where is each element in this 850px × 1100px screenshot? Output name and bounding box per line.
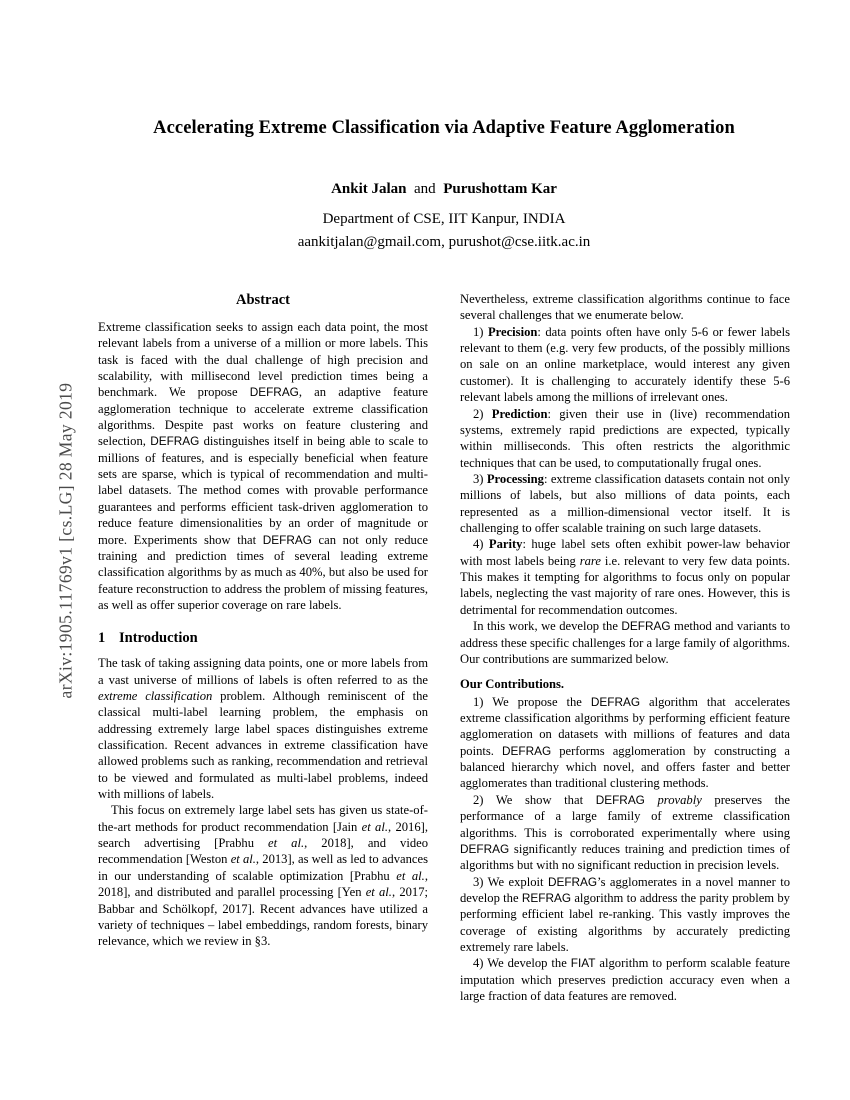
challenge-2-number: 2): [473, 406, 492, 421]
c3-number: 3) We exploit: [473, 874, 548, 889]
section-heading-introduction: [98, 629, 428, 648]
defrag-mention-8: DEFRAG: [460, 841, 510, 856]
challenge-3-text: : extreme classification datasets contain not only millions of labels, but also millions of data points, each represented as a million-dimensional vector itself. It is challenging to offer scalable training on such large datasets.: [460, 471, 790, 536]
contributions-heading: Our Contributions.: [460, 677, 565, 692]
c2-number: 2) We show that: [473, 792, 596, 807]
two-column-body: [98, 291, 790, 1004]
abstract-text-3: distinguishes itself in being able to scale to millions of features, and is especially beneficial when feature sets are sparse, which is typical of recommendation and multi-label datasets. The method comes with provable performance guarantees and performs efficient task-driven agglomeration to reduce feature dimensionalities by an order of magnitude or more. Experiments show that: [98, 434, 428, 547]
right-column: [460, 291, 790, 1004]
section-title: Introduction: [119, 630, 198, 647]
challenge-1-label: Precision: [487, 324, 538, 339]
citation-italic-3: et al.: [230, 852, 256, 867]
contribution-item-1: [460, 694, 790, 792]
challenge-4-label: Parity: [488, 537, 523, 552]
intro-p1-b: problem. Although reminiscent of the classical multi-label learning problem, the emphasis on addressing extremely large label spaces distinguishes extreme classification. Recent advances in extreme classification have allowed problems such as ranking, recommendation and retrieval to be viewed and formulated as multi-label problems, indeed with millions of labels.: [98, 688, 428, 802]
c1-text-a: algorithm that accelerates extreme classification algorithms by performing efficient feature agglomeration on datasets with millions of features and data points.: [460, 694, 790, 758]
affiliation: Department of CSE, IIT Kanpur, INDIA: [322, 211, 566, 227]
challenge-2-label: Prediction: [491, 406, 548, 421]
citation-italic-1: et al.: [361, 819, 388, 834]
author-conjunction: and: [414, 181, 436, 197]
defrag-mention-7: DEFRAG: [595, 792, 645, 807]
intro-p2-b: , 2016], search advertising [Prabhu: [98, 819, 428, 851]
challenge-item-precision: [460, 324, 790, 406]
challenge-1-number: 1): [473, 324, 488, 339]
defrag-mention-9: DEFRAG: [547, 874, 598, 889]
abstract-text-1: Extreme classification seeks to assign each data point, the most relevant labels from a universe of a million or more labels. This task is faced with the dual challenge of high precision and scalability, with millisecond level prediction times being a benchmark. We propose: [98, 319, 428, 400]
c2-text-a: preserves the performance of a large family of extreme classification algorithms. This is corroborated experimentally where using: [460, 792, 790, 840]
author-list: [98, 181, 790, 198]
right-paragraph-1: Nevertheless, extreme classification algorithms continue to face several challenges that we enumerate below.: [460, 292, 790, 323]
abstract-heading: Abstract: [236, 292, 290, 308]
intro-p1-a: The task of taking assigning data points, one or more labels from a vast universe of millions of labels is often referred to as the: [98, 656, 428, 687]
challenge-1-text: : data points often have only 5-6 or fewer labels relevant to them (e.g. very few products, of the possibly millions on sale on an online marketplace, would interest any given customer). It is challenging to accurately identify these 5-6 relevant labels among the millions of irrelevant ones.: [460, 324, 790, 405]
abstract-text-4: can not only reduce training and prediction times of several leading extreme classification algorithms by as much as 40%, but also be used for feature reconstruction to address the problem of missing features, as well as offer superior coverage on rare labels.: [98, 532, 428, 612]
defrag-mention-2: DEFRAG: [150, 434, 200, 449]
fiat-mention: FIAT: [570, 956, 596, 971]
citation-italic-4: et al.: [396, 868, 425, 883]
c1-text-b: performs agglomeration by constructing a balanced hierarchy which novel, and offers faster and better agglomerates than traditional clustering methods.: [460, 743, 790, 791]
c4-text-a: algorithm to perform scalable feature imputation which preserves prediction accuracy even when a large fraction of data features are removed.: [460, 956, 791, 1004]
c1-number: 1) We propose the: [473, 694, 591, 709]
section-number: 1: [98, 630, 106, 647]
intro-p2-c: , 2018], and video recommendation [Weston: [98, 836, 429, 867]
challenge-4-text-a: : huge label sets often exhibit power-law behavior with most labels being: [460, 537, 790, 568]
c2-text-b: significantly reduces training and prediction times of algorithms but with no significant reduction in precision levels.: [460, 841, 790, 873]
challenge-3-number: 3): [473, 471, 487, 486]
contribution-item-2: [460, 792, 790, 874]
refrag-mention: REFRAG: [521, 890, 572, 905]
intro-paragraph-1: [98, 655, 428, 802]
author-name-1: Ankit Jalan: [331, 181, 407, 197]
c3-text-a: ’s agglomerates in a novel manner to develop the: [460, 874, 791, 905]
defrag-mention-6: DEFRAG: [501, 743, 552, 758]
intro-p2-d: , 2013], as well as led to advances in our understanding of scalable optimization [Prabhu: [98, 852, 428, 883]
challenge-4-text-b: i.e. relevant to very few data points. This makes it tempting for algorithms to focus only on popular labels, neglecting the vast majority of rare ones. However, this is detrimental for recommendation outcomes.: [460, 553, 790, 617]
challenge-item-processing: [460, 471, 790, 536]
intro-p2-f: , 2017; Babbar and Schölkopf, 2017]. Recent advances have utilized a variety of techniques – label embeddings, random forests, binary relevance, which we review in §3.: [98, 885, 429, 949]
contribution-item-4: [460, 955, 790, 1004]
arxiv-stamp: arXiv:1905.11769v1 [cs.LG] 28 May 2019: [55, 382, 76, 699]
defrag-mention-1: DEFRAG: [249, 385, 299, 400]
challenge-4-italic: rare: [579, 553, 601, 568]
work-text-b: method and variants to address these specific challenges for a large family of algorithms. Our contributions are summarized below.: [460, 619, 791, 666]
intro-p2-a: This focus on extremely large label sets has given us state-of-the-art methods for product recommendation [Jain: [98, 803, 428, 834]
paper-content: [98, 0, 790, 1004]
challenge-item-parity: [460, 536, 790, 618]
page-title: Accelerating Extreme Classification via Adaptive Feature Agglomeration: [153, 118, 735, 138]
challenge-item-prediction: [460, 406, 790, 471]
defrag-mention-5: DEFRAG: [590, 694, 641, 709]
defrag-mention-3: DEFRAG: [262, 532, 312, 547]
work-overview-paragraph: [460, 618, 790, 667]
c3-text-b: algorithm to address the parity problem by performing efficient label re-ranking. This vastly improves the coverage of existing algorithms by accurately predicting extremely rare labels.: [460, 890, 790, 955]
author-emails: aankitjalan@gmail.com, purushot@cse.iitk.ac.in: [297, 234, 591, 250]
intro-paragraph-2: [98, 802, 428, 949]
work-text-a: In this work, we develop the: [473, 619, 622, 634]
intro-p1-italic: extreme classification: [98, 688, 213, 703]
challenge-2-text: : given their use in (live) recommendation systems, extremely rapid predictions are expected, typically within milliseconds. This often restricts the algorithmic techniques that can be used, to computationally frugal ones.: [460, 406, 791, 470]
abstract-text-2: , an adaptive feature agglomeration technique to accelerate extreme classification algorithms. Despite past works on feature clustering and selection,: [98, 385, 429, 449]
abstract-body: [98, 319, 428, 613]
c4-number: 4) We develop the: [473, 956, 571, 971]
challenge-4-number: 4): [473, 537, 489, 552]
challenge-3-label: Processing: [486, 471, 544, 486]
c2-italic: provably: [644, 792, 702, 807]
intro-p2-e: , 2018], and distributed and parallel processing [Yen: [98, 868, 428, 900]
left-column: [98, 291, 428, 1004]
author-name-2: Purushottam Kar: [443, 181, 557, 197]
citation-italic-5: et al.: [365, 885, 392, 900]
contribution-item-3: [460, 874, 790, 956]
defrag-mention-4: DEFRAG: [621, 619, 671, 634]
citation-italic-2: et al.: [268, 836, 305, 851]
